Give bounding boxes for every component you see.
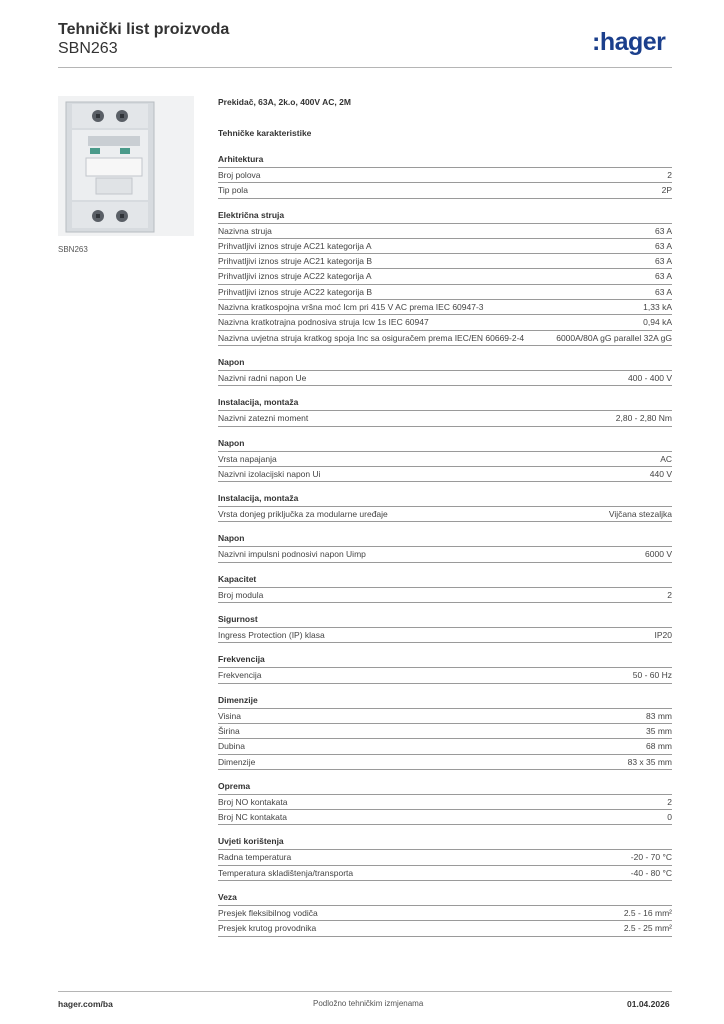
spec-group [218, 397, 672, 426]
spec-label: Broj modula [218, 589, 264, 600]
spec-row [218, 371, 672, 386]
spec-label: Tip pola [218, 185, 248, 196]
spec-row [218, 452, 672, 467]
spec-value: 50 - 60 Hz [632, 670, 672, 681]
spec-value: 63 A [654, 271, 672, 282]
spec-group [218, 438, 672, 483]
spec-row [218, 411, 672, 426]
spec-row [218, 467, 672, 482]
spec-value: 1,33 kA [643, 302, 672, 313]
spec-label: Visina [218, 710, 241, 721]
spec-label: Broj NC kontakata [218, 812, 287, 823]
spec-value: 2 [667, 796, 672, 807]
hager-logo: :hager [592, 28, 666, 56]
spec-row [218, 668, 672, 683]
spec-value: 63 A [654, 286, 672, 297]
spec-row [218, 921, 672, 936]
spec-row [218, 239, 672, 254]
spec-group-title: Oprema [218, 781, 672, 795]
spec-value: -20 - 70 °C [630, 852, 672, 863]
spec-value: 2.5 - 25 mm² [623, 923, 672, 934]
spec-value: 0,94 kA [643, 317, 672, 328]
image-caption: SBN263 [58, 245, 88, 254]
spec-value: 63 A [654, 225, 672, 236]
product-image [58, 96, 194, 236]
document-title: Tehnički list proizvoda [58, 21, 230, 38]
spec-label: Nazivna kratkotrajna podnosiva struja Icw 1s IEC 60947 [218, 317, 429, 328]
spec-value: AC [660, 453, 672, 464]
spec-label: Frekvencija [218, 670, 262, 681]
spec-row [218, 724, 672, 739]
spec-value: 83 x 35 mm [627, 756, 672, 767]
spec-row [218, 709, 672, 724]
spec-value: 63 A [654, 240, 672, 251]
spec-value: 6000 V [645, 549, 672, 560]
spec-row [218, 588, 672, 603]
spec-label: Nazivna kratkospojna vršna moć Icm pri 415 V AC prema IEC 60947-3 [218, 302, 484, 313]
spec-label: Presjek krutog provodnika [218, 923, 317, 934]
spec-label: Nazivna struja [218, 225, 272, 236]
spec-label: Nazivni impulsni podnosivi napon Uimp [218, 549, 366, 560]
spec-value: IP20 [654, 630, 672, 641]
spec-label: Nazivni izolacijski napon Ui [218, 468, 321, 479]
spec-row [218, 224, 672, 239]
spec-value: 440 V [649, 468, 672, 479]
spec-group [218, 654, 672, 683]
spec-label: Prihvatljivi iznos struje AC21 kategorija A [218, 240, 372, 251]
spec-value: 400 - 400 V [628, 372, 672, 383]
footer-website[interactable]: hager.com/ba [58, 999, 113, 1009]
spec-group-title: Uvjeti korištenja [218, 836, 672, 850]
spec-group [218, 614, 672, 643]
document-header [58, 20, 229, 58]
spec-row [218, 269, 672, 284]
spec-group [218, 892, 672, 937]
spec-row [218, 300, 672, 315]
spec-group-title: Instalacija, montaža [218, 493, 672, 507]
spec-label: Nazivni radni napon Ue [218, 372, 307, 383]
spec-value: 6000A/80A gG parallel 32A gG [556, 332, 672, 343]
spec-group [218, 533, 672, 562]
spec-group-title: Sigurnost [218, 614, 672, 628]
spec-groups [218, 154, 672, 937]
spec-group-title: Instalacija, montaža [218, 397, 672, 411]
spec-group-title: Frekvencija [218, 654, 672, 668]
spec-label: Dubina [218, 741, 245, 752]
spec-value: 35 mm [646, 725, 672, 736]
spec-label: Broj NO kontakata [218, 796, 288, 807]
spec-row [218, 739, 672, 754]
spec-label: Nazivni zatezni moment [218, 413, 309, 424]
spec-row [218, 331, 672, 346]
spec-label: Dimenzije [218, 756, 256, 767]
spec-row [218, 168, 672, 183]
spec-row [218, 866, 672, 881]
product-code: SBN263 [58, 40, 118, 57]
footer-date: 01.04.2026 [627, 999, 670, 1009]
spec-group [218, 836, 672, 881]
spec-row [218, 795, 672, 810]
header-divider [58, 67, 672, 68]
spec-group [218, 781, 672, 826]
spec-label: Temperatura skladištenja/transporta [218, 867, 354, 878]
spec-group-title: Napon [218, 438, 672, 452]
spec-value: Vijčana stezaljka [608, 509, 672, 520]
spec-label: Širina [218, 725, 240, 736]
spec-row [218, 285, 672, 300]
spec-group-title: Napon [218, 533, 672, 547]
spec-value: 2,80 - 2,80 Nm [615, 413, 672, 424]
spec-row [218, 254, 672, 269]
spec-value: 83 mm [646, 710, 672, 721]
spec-value: 2 [667, 170, 672, 180]
spec-row [218, 547, 672, 562]
spec-label: Broj polova [218, 170, 261, 180]
spec-row [218, 850, 672, 865]
spec-label: Prihvatljivi iznos struje AC22 kategorija A [218, 271, 372, 282]
spec-value: 2 [667, 589, 672, 600]
spec-value: 2.5 - 16 mm² [623, 908, 672, 919]
spec-group [218, 210, 672, 346]
spec-label: Prihvatljivi iznos struje AC21 kategorija B [218, 256, 373, 267]
product-description: Prekidač, 63A, 2k.o, 400V AC, 2M [218, 97, 351, 107]
footer-divider [58, 991, 672, 992]
spec-row [218, 906, 672, 921]
spec-row [218, 755, 672, 770]
spec-group-title: Napon [218, 357, 672, 371]
spec-content [218, 96, 672, 937]
spec-group [218, 154, 672, 199]
spec-value: 68 mm [646, 741, 672, 752]
characteristics-heading: Tehničke karakteristike [218, 128, 312, 138]
spec-label: Presjek fleksibilnog vodiča [218, 908, 318, 919]
spec-group-title: Dimenzije [218, 695, 672, 709]
spec-value: 0 [667, 812, 672, 823]
spec-label: Prihvatljivi iznos struje AC22 kategorija B [218, 286, 373, 297]
spec-value: 63 A [654, 256, 672, 267]
spec-label: Vrsta napajanja [218, 453, 277, 464]
footer-note: Podložno tehničkim izmjenama [313, 999, 424, 1008]
spec-row [218, 315, 672, 330]
spec-row [218, 183, 672, 198]
spec-group-title: Veza [218, 892, 672, 906]
spec-label: Nazivna uvjetna struja kratkog spoja Inc sa osiguračem prema IEC/EN 60669-2-4 [218, 332, 525, 343]
spec-label: Vrsta donjeg priključka za modularne uređaje [218, 509, 388, 520]
spec-group [218, 493, 672, 522]
spec-group [218, 357, 672, 386]
spec-group [218, 695, 672, 770]
spec-group-title: Arhitektura [218, 154, 672, 168]
spec-row [218, 628, 672, 643]
spec-value: 2P [661, 185, 672, 196]
spec-value: -40 - 80 °C [630, 867, 672, 878]
spec-row [218, 810, 672, 825]
spec-group [218, 574, 672, 603]
spec-group-title: Električna struja [218, 210, 672, 224]
spec-row [218, 507, 672, 522]
spec-label: Radna temperatura [218, 852, 292, 863]
spec-group-title: Kapacitet [218, 574, 672, 588]
spec-label: Ingress Protection (IP) klasa [218, 630, 325, 641]
